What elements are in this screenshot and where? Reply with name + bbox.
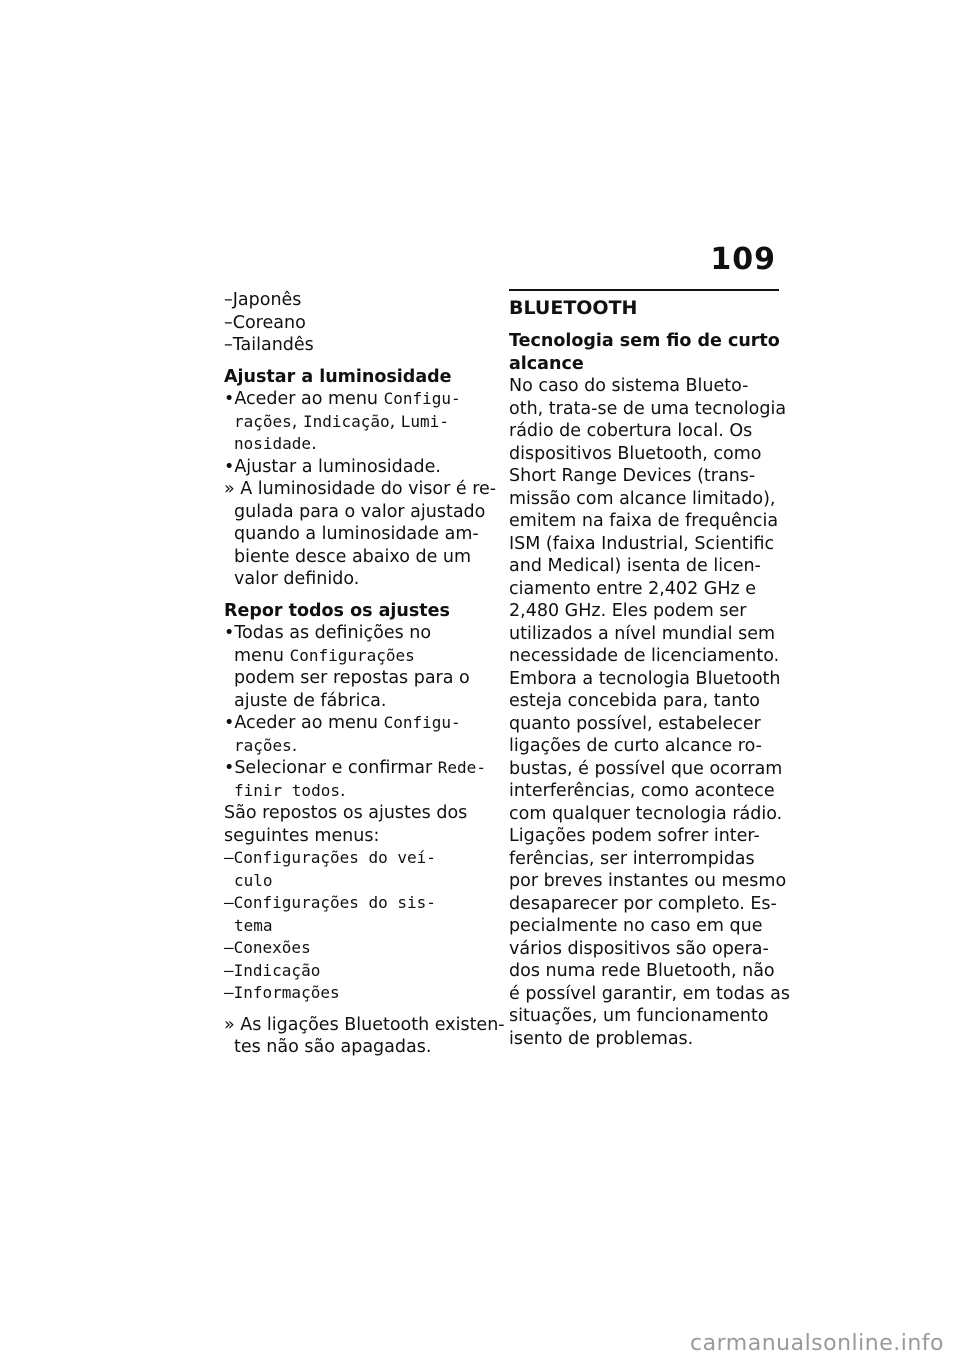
instruction-line xyxy=(224,411,492,434)
instruction-line: •Todas as definições no xyxy=(224,623,432,643)
watermark: carmanualsonline.info xyxy=(690,1331,944,1356)
text: . xyxy=(339,780,346,801)
body-line: interferências, como acontece xyxy=(509,781,775,801)
menu-path: nosidade xyxy=(234,434,312,453)
instruction-line xyxy=(224,433,492,456)
body-line: situações, um funcionamento xyxy=(509,1006,769,1026)
body-line: pecialmente no caso em que xyxy=(509,916,763,936)
result-line: valor definido. xyxy=(234,569,360,589)
body-line: 2,480 GHz. Eles podem ser xyxy=(509,601,747,621)
section-rule xyxy=(509,289,779,291)
body-line: No caso do sistema Blueto- xyxy=(509,376,749,396)
text: , xyxy=(291,411,303,432)
text: •Selecionar e confirmar xyxy=(224,758,438,778)
left-column xyxy=(224,289,505,1059)
menu-list-item: –Conexões xyxy=(224,938,311,957)
instruction-line xyxy=(224,735,492,758)
list-item: –Tailandês xyxy=(224,335,314,355)
body-line: Ligações podem sofrer inter- xyxy=(509,826,760,846)
menu-list-item: tema xyxy=(234,915,273,935)
body-text: São repostos os ajustes dos xyxy=(224,803,468,823)
menu-list-item: –Configurações do sis- xyxy=(224,893,436,912)
body-line: emitem na faixa de frequência xyxy=(509,511,779,531)
text: menu xyxy=(234,645,290,666)
body-line: quanto possível, estabelecer xyxy=(509,713,761,734)
menu-path: finir todos xyxy=(234,780,340,800)
menu-path: Indicação xyxy=(302,411,390,431)
section-heading-brightness: Ajustar a luminosidade xyxy=(224,366,452,387)
section-title-bluetooth: BLUETOOTH xyxy=(509,297,638,319)
result-line: » As ligações Bluetooth existen- xyxy=(224,1014,505,1035)
body-line: missão com alcance limitado), xyxy=(509,488,776,509)
instruction-line xyxy=(224,645,492,668)
bluetooth-body-text xyxy=(509,375,790,1050)
body-text: seguintes menus: xyxy=(224,825,380,846)
instruction-line: podem ser repostas para o xyxy=(234,668,470,688)
instruction-line xyxy=(224,757,492,780)
menu-path: Rede- xyxy=(437,758,486,777)
menu-path: rações xyxy=(234,411,292,431)
result-line: » A luminosidade do visor é re- xyxy=(224,479,497,499)
menu-path: Configu- xyxy=(383,389,461,408)
section-heading-reset: Repor todos os ajustes xyxy=(224,600,450,621)
menu-list-item: –Configurações do veí- xyxy=(224,848,436,867)
body-line: and Medical) isenta de licen- xyxy=(509,556,761,576)
menu-path: Configu- xyxy=(383,713,461,732)
list-item: –Japonês xyxy=(224,290,302,310)
body-line: isento de problemas. xyxy=(509,1028,694,1049)
text: •Aceder ao menu xyxy=(224,713,384,733)
body-line: Embora a tecnologia Bluetooth xyxy=(509,668,781,689)
body-line: ferências, ser interrompidas xyxy=(509,848,755,869)
body-line: com qualquer tecnologia rádio. xyxy=(509,803,783,824)
menu-path: Configurações xyxy=(289,645,415,665)
body-line: vários dispositivos são opera- xyxy=(509,938,769,959)
instruction-line xyxy=(224,780,492,803)
menu-path: Lumi- xyxy=(400,411,449,431)
text: •Aceder ao menu xyxy=(224,389,384,409)
instruction-line xyxy=(224,388,492,411)
body-line: ISM (faixa Industrial, Scientific xyxy=(509,533,775,554)
result-line: biente desce abaixo de um xyxy=(234,546,472,567)
instruction-line xyxy=(224,712,492,735)
body-line: Short Range Devices (trans- xyxy=(509,466,756,486)
body-line: por breves instantes ou mesmo xyxy=(509,871,787,891)
menu-path: rações xyxy=(234,735,292,755)
body-line: é possível garantir, em todas as xyxy=(509,983,790,1004)
text: , xyxy=(389,411,401,432)
body-line: bustas, é possível que ocorram xyxy=(509,758,783,779)
list-item: –Coreano xyxy=(224,312,306,333)
body-line: oth, trata-se de uma tecnologia xyxy=(509,398,787,419)
instruction-line: ajuste de fábrica. xyxy=(234,690,387,711)
body-line: rádio de cobertura local. Os xyxy=(509,421,753,441)
body-line: dos numa rede Bluetooth, não xyxy=(509,961,775,981)
result-line: quando a luminosidade am- xyxy=(234,524,479,544)
result-line: gulada para o valor ajustado xyxy=(234,501,486,522)
page-number: 109 xyxy=(710,242,776,277)
menu-list-item: –Indicação xyxy=(224,960,321,980)
body-line: ciamento entre 2,402 GHz e xyxy=(509,578,756,599)
menu-list-item: –Informações xyxy=(224,983,340,1002)
body-line: dispositivos Bluetooth, como xyxy=(509,443,762,464)
menu-list-item: culo xyxy=(234,870,273,890)
subsection-heading: Tecnologia sem fio de curto xyxy=(509,331,780,351)
text: . xyxy=(291,735,298,756)
right-column xyxy=(509,289,790,1050)
result-line: tes não são apagadas. xyxy=(234,1037,432,1057)
body-line: desaparecer por completo. Es- xyxy=(509,893,777,914)
body-line: esteja concebida para, tanto xyxy=(509,691,760,711)
body-line: utilizados a nível mundial sem xyxy=(509,623,776,644)
subsection-heading: alcance xyxy=(509,353,584,374)
body-line: necessidade de licenciamento. xyxy=(509,646,780,666)
instruction-line: •Ajustar a luminosidade. xyxy=(224,456,441,477)
body-line: ligações de curto alcance ro- xyxy=(509,736,762,756)
text: . xyxy=(311,434,317,454)
